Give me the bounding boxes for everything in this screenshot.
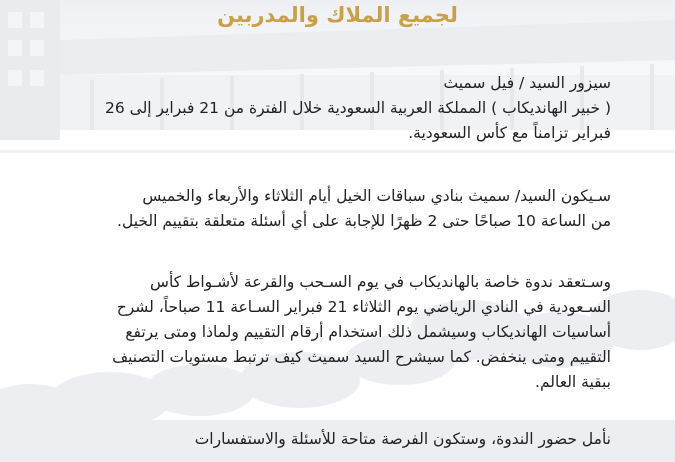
paragraph-schedule <box>51 184 611 234</box>
page-title: لجميع الملاك والمدربين <box>217 3 458 27</box>
text-line: ( خبير الهانديكاب ) المملكة العربية السعودية خلال الفترة من 21 فبراير إلى 26 <box>105 99 611 117</box>
paragraph-closing <box>51 427 611 452</box>
text-line: السـعودية في النادي الرياضي يوم الثلاثاء 21 فبراير السـاعة 11 صباحاً، لشرح <box>116 298 611 316</box>
text-line: فبراير تزامناً مع كأس السعودية. <box>408 124 611 142</box>
text-line: التقييم ومتى ينخفض. كما سيشرح السيد سميث كيف ترتبط مستويات التصنيف <box>112 348 611 366</box>
text-line: ببقية العالم. <box>535 373 611 391</box>
text-line: سـيكون السيد/ سميث بنادي سباقات الخيل أيام الثلاثاء والأربعاء والخميس <box>142 187 611 205</box>
paragraph-visit <box>51 71 611 146</box>
text-line: سيزور السيد / فيل سميث <box>443 74 611 92</box>
paragraph-seminar <box>51 270 611 395</box>
text-line: أساسيات الهانديكاب وسيشمل ذلك استخدام أرقام التقييم ولماذا ومتى يرتفع <box>125 323 611 341</box>
text-line: وسـتعقد ندوة خاصة بالهانديكاب في يوم السـحب والقرعة لأشـواط كأس <box>150 273 611 291</box>
text-line: نأمل حضور الندوة، وستكون الفرصة متاحة للأسئلة والاستفسارات <box>194 430 611 448</box>
text-line: من الساعة 10 صباحًا حتى 2 ظهرًا للإجابة على أي أسئلة متعلقة بتقييم الخيل. <box>117 212 611 230</box>
